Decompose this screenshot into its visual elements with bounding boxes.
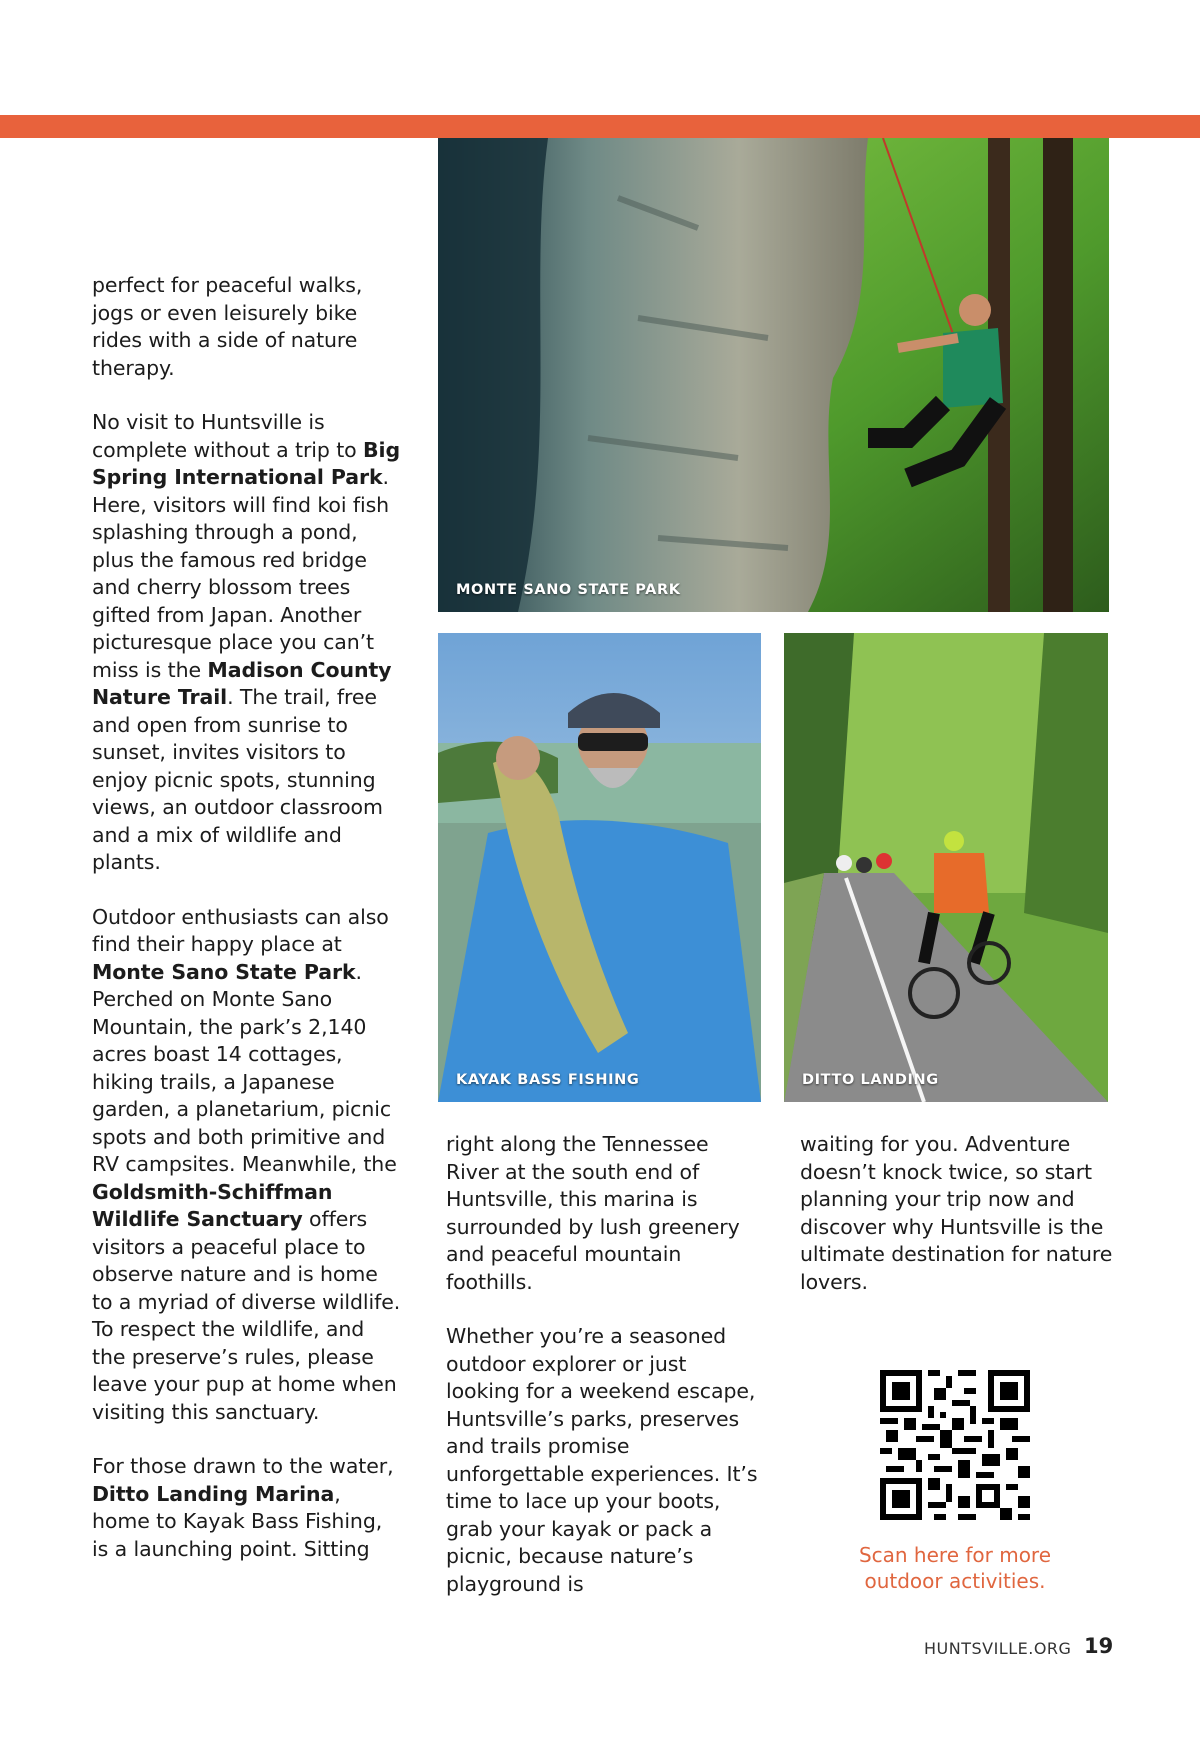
place-name: Madison County Nature Trail <box>92 657 392 709</box>
fishing-illustration <box>438 633 761 1102</box>
paragraph: right along the Tennessee River at the south end of Huntsville, this marina is surrounded by lush greenery and peaceful mountain foothills. <box>446 1132 740 1294</box>
photo-bass-fishing <box>438 633 761 1102</box>
qr-caption <box>820 1542 1090 1594</box>
place-name: Big Spring International Park <box>92 437 401 489</box>
climbing-illustration <box>438 138 1109 612</box>
qr-caption-line: Scan here for more <box>858 1543 1052 1567</box>
paragraph <box>92 272 402 382</box>
paragraph: waiting for you. Adventure doesn’t knock twice, so start planning your trip now and discover why Huntsville is the ultimate destination for nature lovers. <box>800 1132 1113 1294</box>
paragraph-text: For those drawn to the water, <box>92 1454 394 1478</box>
paragraph-text: perfect for peaceful walks, jogs or even leisurely bike rides with a side of nature therapy. <box>92 273 363 380</box>
footer-website[interactable]: HUNTSVILLE.ORG <box>924 1639 1072 1658</box>
article-column-3 <box>800 1131 1120 1323</box>
paragraph <box>92 1453 402 1563</box>
photo-caption: MONTE SANO STATE PARK <box>456 582 681 598</box>
article-column-2 <box>446 1131 766 1625</box>
paragraph-text: . Perched on Monte Sano Mountain, the park’s 2,140 acres boast 14 cottages, hiking trails, a Japanese garden, a planetarium, picnic spots and both primitive and RV campsites. Meanwhile, the <box>92 959 397 1176</box>
page-number: 19 <box>1084 1634 1114 1658</box>
paragraph-text: . Here, visitors will find koi fish splashing through a pond, plus the famous red bridge and cherry blossom trees gifted from Japan. Another picturesque place you can’t miss is the <box>92 465 390 682</box>
place-name: Goldsmith-Schiffman Wildlife Sanctuary <box>92 1179 333 1231</box>
paragraph <box>92 904 402 1427</box>
photo-cyclists <box>784 633 1108 1102</box>
qr-caption-line: outdoor activities. <box>864 1569 1046 1593</box>
paragraph-text: , home to Kayak Bass Fishing, is a launching point. Sitting <box>92 1481 383 1561</box>
cycling-illustration <box>784 633 1108 1102</box>
place-name: Ditto Landing Marina <box>92 1481 335 1506</box>
photo-caption: KAYAK BASS FISHING <box>456 1072 640 1088</box>
photo-caption: DITTO LANDING <box>802 1072 939 1088</box>
paragraph-text: Outdoor enthusiasts can also find their happy place at <box>92 904 389 956</box>
place-name: Monte Sano State Park <box>92 959 356 984</box>
paragraph <box>92 409 402 877</box>
qr-code[interactable] <box>880 1370 1030 1520</box>
paragraph-text: offers visitors a peaceful place to observe nature and is home to a myriad of diverse wildlife. To respect the wildlife, and the preserve’s rules, please leave your pup at home when visiting this sanctuary. <box>92 1207 401 1424</box>
paragraph: Whether you’re a seasoned outdoor explorer or just looking for a weekend escape, Huntsville’s parks, preserves and trails promise unforgettable experiences. It’s time to lace up your boots, grab your kayak or pack a picnic, because nature’s playground is <box>446 1324 758 1596</box>
photo-rock-climber <box>438 138 1109 612</box>
paragraph-text: . The trail, free and open from sunrise to sunset, invites visitors to enjoy picnic spots, stunning views, an outdoor classroom and a mix of wildlife and plants. <box>92 685 383 874</box>
top-accent-bar <box>0 115 1200 138</box>
paragraph-text: No visit to Huntsville is complete without a trip to <box>92 410 364 462</box>
article-column-1 <box>92 272 402 1590</box>
